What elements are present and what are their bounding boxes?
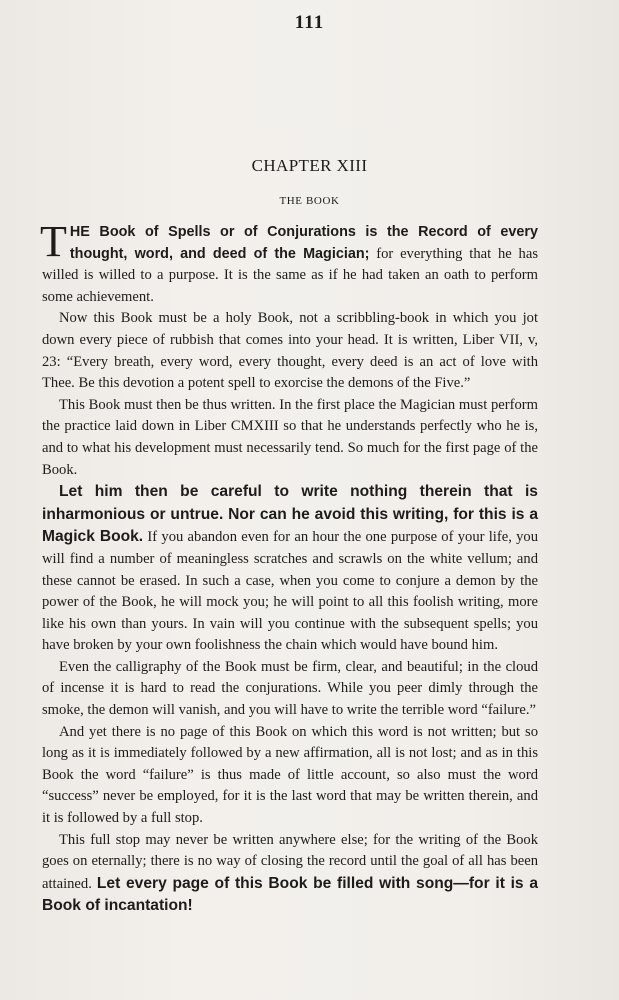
drop-cap: T bbox=[40, 217, 67, 266]
paragraph-2 bbox=[42, 308, 538, 394]
paragraph-7-bold: Let every page of this Book be filled with song—for it is a Book of incantation! bbox=[42, 874, 538, 915]
paragraph-4-bold: Let him then be careful to write nothing therein that is inharmonious or untrue. Nor can he avoid this writing, for this is a Magick Book. bbox=[42, 483, 538, 546]
paragraph-3 bbox=[42, 395, 538, 481]
paragraph-1-bold: HE Book of Spells or of Conjurations is the Record of every thought, word, and deed of the Magician; bbox=[69, 224, 538, 262]
paragraph-1-text: for everything that he has willed is willed to a purpose. It is the same as if he had taken an oath to perform some achievement. bbox=[42, 245, 538, 305]
chapter-title: CHAPTER XIII bbox=[251, 156, 368, 175]
paragraph-5 bbox=[42, 657, 538, 722]
section-title: THE BOOK bbox=[279, 195, 340, 207]
paragraph-7 bbox=[42, 830, 538, 918]
paragraph-2-text: Now this Book must be a holy Book, not a scribbling-book in which you jot down every piece of rubbish that comes into your head. It is written, Liber VII, v, 23: “Every breath, every word, every thought, every deed is an act of love with Thee. Be this devotion a potent spell to exorcise the demons of the Five.” bbox=[42, 310, 538, 392]
paragraph-4-text: If you abandon even for an hour the one purpose of your life, you will find a number of meaningless scratches and scrawls on the white vellum; and these cannot be erased. In such a case, when you come to conjure a demon by the power of the Book, he will mock you; he will point to all this foolish writing, more like his own than yours. In vain will you continue with the subsequent spells; you have broken by your own foolishness the chain which would have bound him. bbox=[42, 529, 539, 654]
paragraph-1 bbox=[40, 217, 538, 308]
paragraph-6-text: And yet there is no page of this Book on which this word is not written; but so long as it is immediately followed by a new affirmation, all is not lost; and as in this Book the word “failure” is thus made of little account, so also must the word “success” never be employed, for it is the last word that may be written therein, and it is followed by a full stop. bbox=[42, 723, 538, 827]
paragraph-3-text: This Book must then be thus written. In the first place the Magician must perform the practice laid down in Liber CMXIII so that he understands perfectly who he is, and to what his development must necessarily tend. So much for the first page of the Book. bbox=[42, 396, 538, 478]
paragraph-6 bbox=[42, 722, 538, 830]
paragraph-7-text: This full stop may never be written anywhere else; for the writing of the Book goes on eternally; there is no way of closing the record until the goal of all has been attained. bbox=[42, 831, 538, 892]
body-text bbox=[40, 217, 539, 918]
page-number: 111 bbox=[294, 12, 325, 33]
paragraph-5-text: Even the calligraphy of the Book must be firm, clear, and beautiful; in the cloud of incense it is hard to read the conjurations. While you peer dimly through the smoke, the demon will vanish, and you will have to write the terrible word “failure.” bbox=[42, 658, 538, 719]
paragraph-4 bbox=[42, 481, 538, 657]
